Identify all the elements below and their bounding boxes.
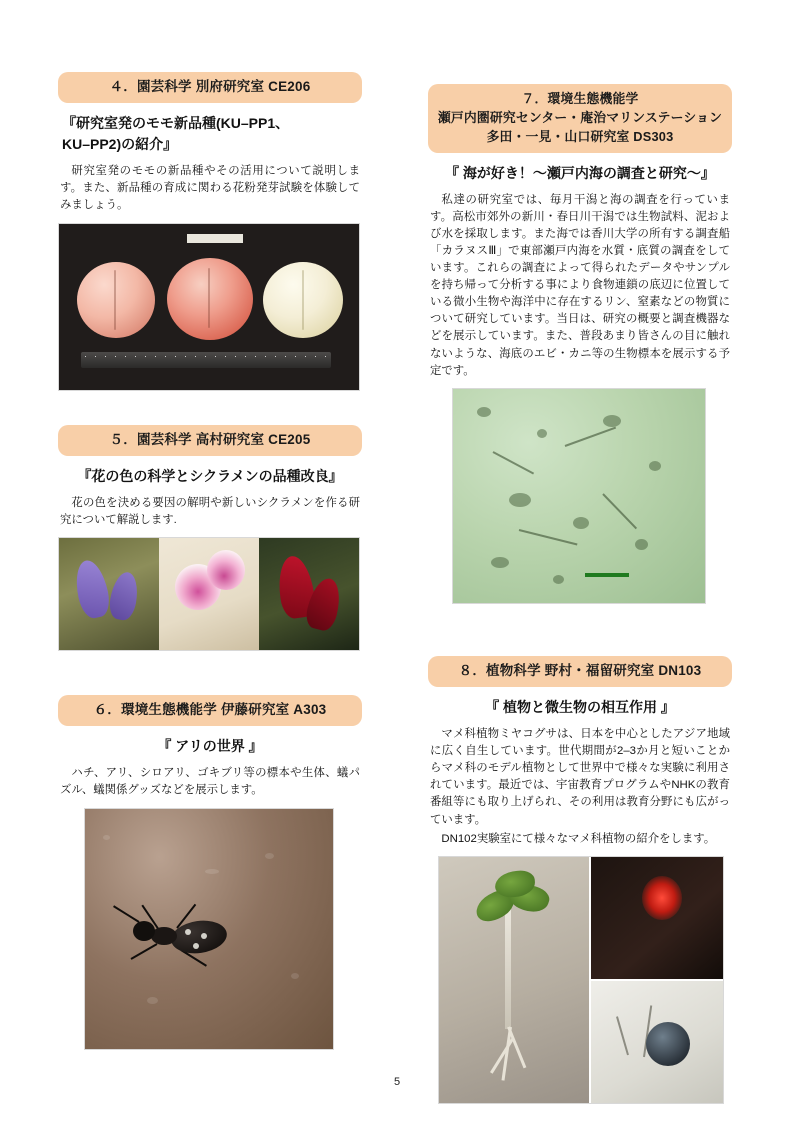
section-8-body-paragraph-1: マメ科植物ミヤコグサは、日本を中心としたアジア地域に広く自生しています。世代期間が2–3か月と短いことからマメ科のモデル植物として世界中で様々な実験に利用されています。最近では、宇宙教育プログラムやNHKの教育番組等にも取り上げられ、その利用は教育分野にも広がっています。 [430, 728, 730, 826]
ant-photo [84, 808, 334, 1050]
plant-microbe-composite [438, 856, 724, 1104]
lotus-japonicus-seedling-photo [439, 857, 589, 1103]
plankton-filament [519, 529, 578, 545]
fluorescence-image [591, 857, 723, 979]
section-8-header: ８．植物科学 野村・福留研究室 DN103 [428, 656, 732, 687]
cyclamen-flowers-photo [58, 537, 360, 651]
ground-speck [205, 869, 219, 874]
section-8-body-paragraph-2: DN102実験室にて様々なマメ科植物の紹介をします。 [441, 832, 716, 845]
section-8-title: 『 植物と微生物の相互作用 』 [485, 699, 675, 716]
section-8-body [430, 726, 730, 848]
section-7 [428, 84, 732, 604]
ground-speck [147, 997, 158, 1004]
root-hair [616, 1016, 629, 1055]
section-4-body [60, 163, 360, 214]
photo-label-tag [187, 234, 243, 243]
section-6 [58, 695, 362, 1049]
seedling-stem [505, 909, 511, 1029]
flower-red [259, 538, 359, 650]
root-nodule [646, 1022, 690, 1066]
right-column [428, 72, 732, 1122]
plankton-filament [565, 426, 616, 446]
section-5-header: ５．園芸科学 高村研究室 CE205 [58, 425, 362, 456]
seedling-root [507, 1026, 526, 1068]
seedling-root [490, 1038, 514, 1074]
section-4-title-line-1: 『研究室発のモモ新品種(KU–PP1、 [62, 115, 290, 132]
plankton-particle [553, 575, 564, 584]
plankton-particle [509, 493, 531, 507]
section-6-header: ６．環境生態機能学 伊藤研究室 A303 [58, 695, 362, 726]
section-7-header-line-3: 多田・一見・山口研究室 DS303 [486, 129, 674, 145]
plankton-particle [491, 557, 509, 568]
section-7-title: 『 海が好き！～瀬戸内海の調査と研究～』 [445, 164, 715, 181]
section-7-header-line-2: 瀬戸内圏研究センター・庵治マリンステーション [437, 110, 723, 126]
section-5-body [60, 495, 360, 529]
section-4 [58, 72, 362, 391]
ant-antenna [113, 905, 140, 923]
section-4-title-line-2: KU–PP2)の紹介』 [62, 136, 178, 153]
section-4-title [58, 113, 362, 155]
plankton-particle [649, 461, 661, 471]
plankton-micrograph [452, 388, 706, 604]
section-8 [428, 656, 732, 1104]
section-6-body-paragraph: ハチ、アリ、シロアリ、ゴキブリ等の標本や生体、蟻パズル、蟻関係グッズなどを展示します。 [60, 767, 360, 797]
flower-pink-white [159, 538, 259, 650]
page-number: 5 [393, 1076, 401, 1088]
plankton-particle [635, 539, 648, 550]
plankton-particle [573, 517, 589, 529]
section-7-body-paragraph: 私達の研究室では、毎月干潟と海の調査を行っています。高松市郊外の新川・春日川干潟では生物試料、泥および水を採取します。また海では香川大学の所有する調査船「カラヌスⅢ」で東部瀬戸内海を水質・底質の調査をしています。これらの調査によって得られたデータやサンプルを持ち帰って分析する事により食物連鎖の底辺に位置している微小生物や海洋中に存在するリン、窒素などの物質について研究しています。当日は、研究の概要と調査機器などを展示しています。また、普段あまり皆さんの目に触れないような、海底のエビ・カニ等の生物標本を展示する予定です。 [430, 193, 730, 377]
section-5-title: 『花の色の科学とシクラメンの品種改良』 [77, 467, 343, 484]
section-4-body-paragraph: 研究室発のモモの新品種やその活用について説明します。また、新品種の育成に関わる花粉発芽試験を体験してみましょう。 [60, 165, 360, 212]
ground-speck [291, 973, 299, 979]
section-5-body-paragraph: 花の色を決める要因の解明や新しいシクラメンを作る研究について解説します. [60, 496, 360, 526]
section-7-body [430, 192, 730, 380]
ant-marking [185, 929, 191, 935]
plankton-particle [477, 407, 491, 417]
ant-head [133, 921, 155, 941]
section-6-body [60, 765, 360, 799]
peach-center [167, 258, 253, 340]
peach-left [77, 262, 155, 338]
ground-speck [265, 853, 274, 859]
section-7-header-line-1: ７．環境生態機能学 [521, 91, 639, 106]
plankton-particle [537, 429, 547, 438]
section-4-header: ４．園芸科学 別府研究室 CE206 [58, 72, 362, 103]
peach-crease-left [114, 270, 116, 330]
peach-crease-right [302, 270, 304, 330]
ant-leg [131, 943, 158, 960]
peach-crease-center [208, 268, 210, 328]
left-column [58, 72, 362, 1068]
section-7-header [428, 84, 732, 153]
ant-marking [193, 943, 199, 949]
plankton-filament [493, 451, 535, 474]
flower-purple [59, 538, 159, 650]
micrograph-scale-bar [585, 573, 629, 577]
peaches-photo [58, 223, 360, 391]
section-5 [58, 425, 362, 651]
section-6-title: 『 アリの世界 』 [157, 738, 263, 755]
plankton-particle [603, 415, 621, 427]
ant-marking [201, 933, 207, 939]
fluorescent-signal [642, 876, 682, 920]
ant-abdomen [169, 917, 229, 956]
ruler [81, 352, 331, 368]
plankton-filament [602, 493, 637, 529]
ground-speck [103, 835, 110, 840]
